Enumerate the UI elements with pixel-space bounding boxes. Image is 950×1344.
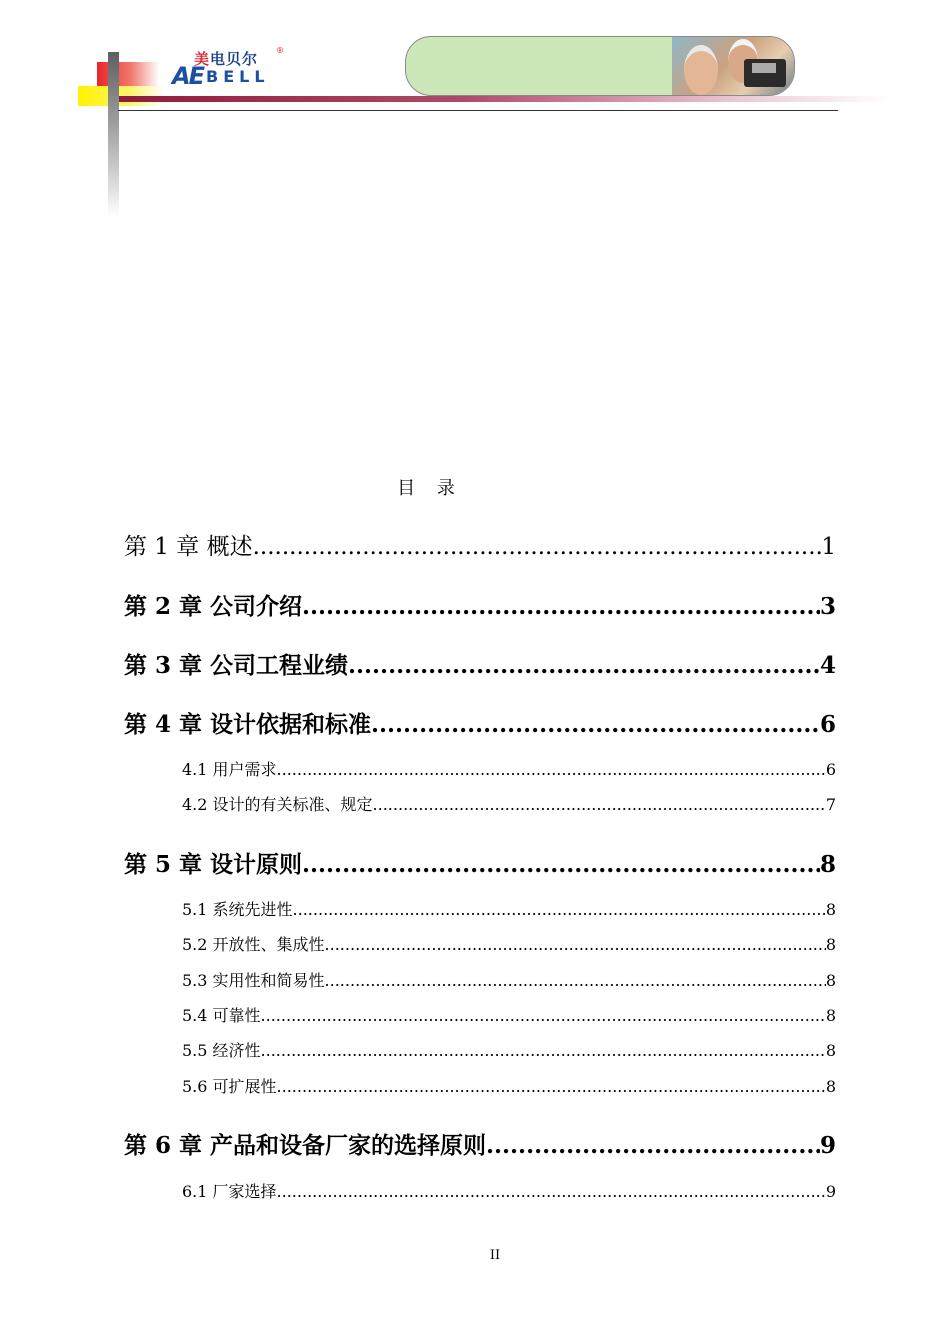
toc-entry-5-6[interactable]: 5.6 可扩展性 ..... 8 (182, 1074, 836, 1097)
toc-leader (302, 593, 820, 620)
toc-leader (348, 652, 820, 679)
toc-leader (253, 534, 822, 560)
toc-entry-ch3[interactable]: 第 3 章 公司工程业绩 ..... 4 (124, 647, 836, 680)
toc-leader (293, 900, 826, 919)
toc-leader (302, 851, 820, 878)
toc-entry-ch5[interactable]: 第 5 章 设计原则 ..... 8 (124, 846, 836, 879)
logo-registered-mark: ® (276, 46, 284, 55)
toc-entry-ch6[interactable]: 第 6 章 产品和设备厂家的选择原则 ..... 9 (124, 1127, 836, 1160)
toc-entry-4-2[interactable]: 4.2 设计的有关标准、规定 ..... 7 (182, 792, 836, 815)
toc-leader (277, 760, 826, 779)
toc-leader (277, 1182, 826, 1201)
banner-photo (672, 37, 794, 95)
toc-leader (261, 1041, 826, 1060)
logo-chinese-name: 美电贝尔 (194, 50, 259, 68)
header-banner (405, 36, 795, 96)
toc-leader (371, 711, 820, 738)
page-number: II (489, 1248, 501, 1263)
header-maroon-band (118, 96, 888, 102)
header-red-block (97, 62, 159, 86)
toc-leader (325, 935, 826, 954)
toc-entry-5-5[interactable]: 5.5 经济性 ..... 8 (182, 1038, 836, 1061)
toc-entry-ch2[interactable]: 第 2 章 公司介绍 ..... 3 (124, 588, 836, 621)
toc-title: 目 录 (397, 478, 463, 499)
toc-leader (325, 971, 826, 990)
toc-entry-5-3[interactable]: 5.3 实用性和简易性 ..... 8 (182, 968, 836, 991)
toc-leader (486, 1132, 820, 1159)
header-rule (118, 110, 838, 111)
toc-leader (373, 795, 826, 814)
toc-entry-ch4[interactable]: 第 4 章 设计依据和标准 ..... 6 (124, 706, 836, 739)
toc-entry-5-4[interactable]: 5.4 可靠性 ..... 8 (182, 1003, 836, 1026)
logo-ae-mark: AE (172, 62, 203, 90)
toc-leader (261, 1006, 826, 1025)
banner-person-1 (684, 45, 718, 95)
toc-entry-6-1[interactable]: 6.1 厂家选择 ..... 9 (182, 1179, 836, 1202)
toc-entry-5-1[interactable]: 5.1 系统先进性 ..... 8 (182, 897, 836, 920)
banner-phone-device (744, 59, 786, 87)
toc-entry-4-1[interactable]: 4.1 用户需求 ..... 6 (182, 757, 836, 780)
toc-entry-5-2[interactable]: 5.2 开放性、集成性 ..... 8 (182, 932, 836, 955)
logo-bell-text: BELL (206, 67, 270, 86)
company-logo (172, 48, 292, 88)
header-vertical-bar (108, 52, 119, 217)
toc-leader (277, 1077, 826, 1096)
toc-entry-ch1[interactable]: 第 1 章 概述 ..... 1 (124, 528, 836, 561)
